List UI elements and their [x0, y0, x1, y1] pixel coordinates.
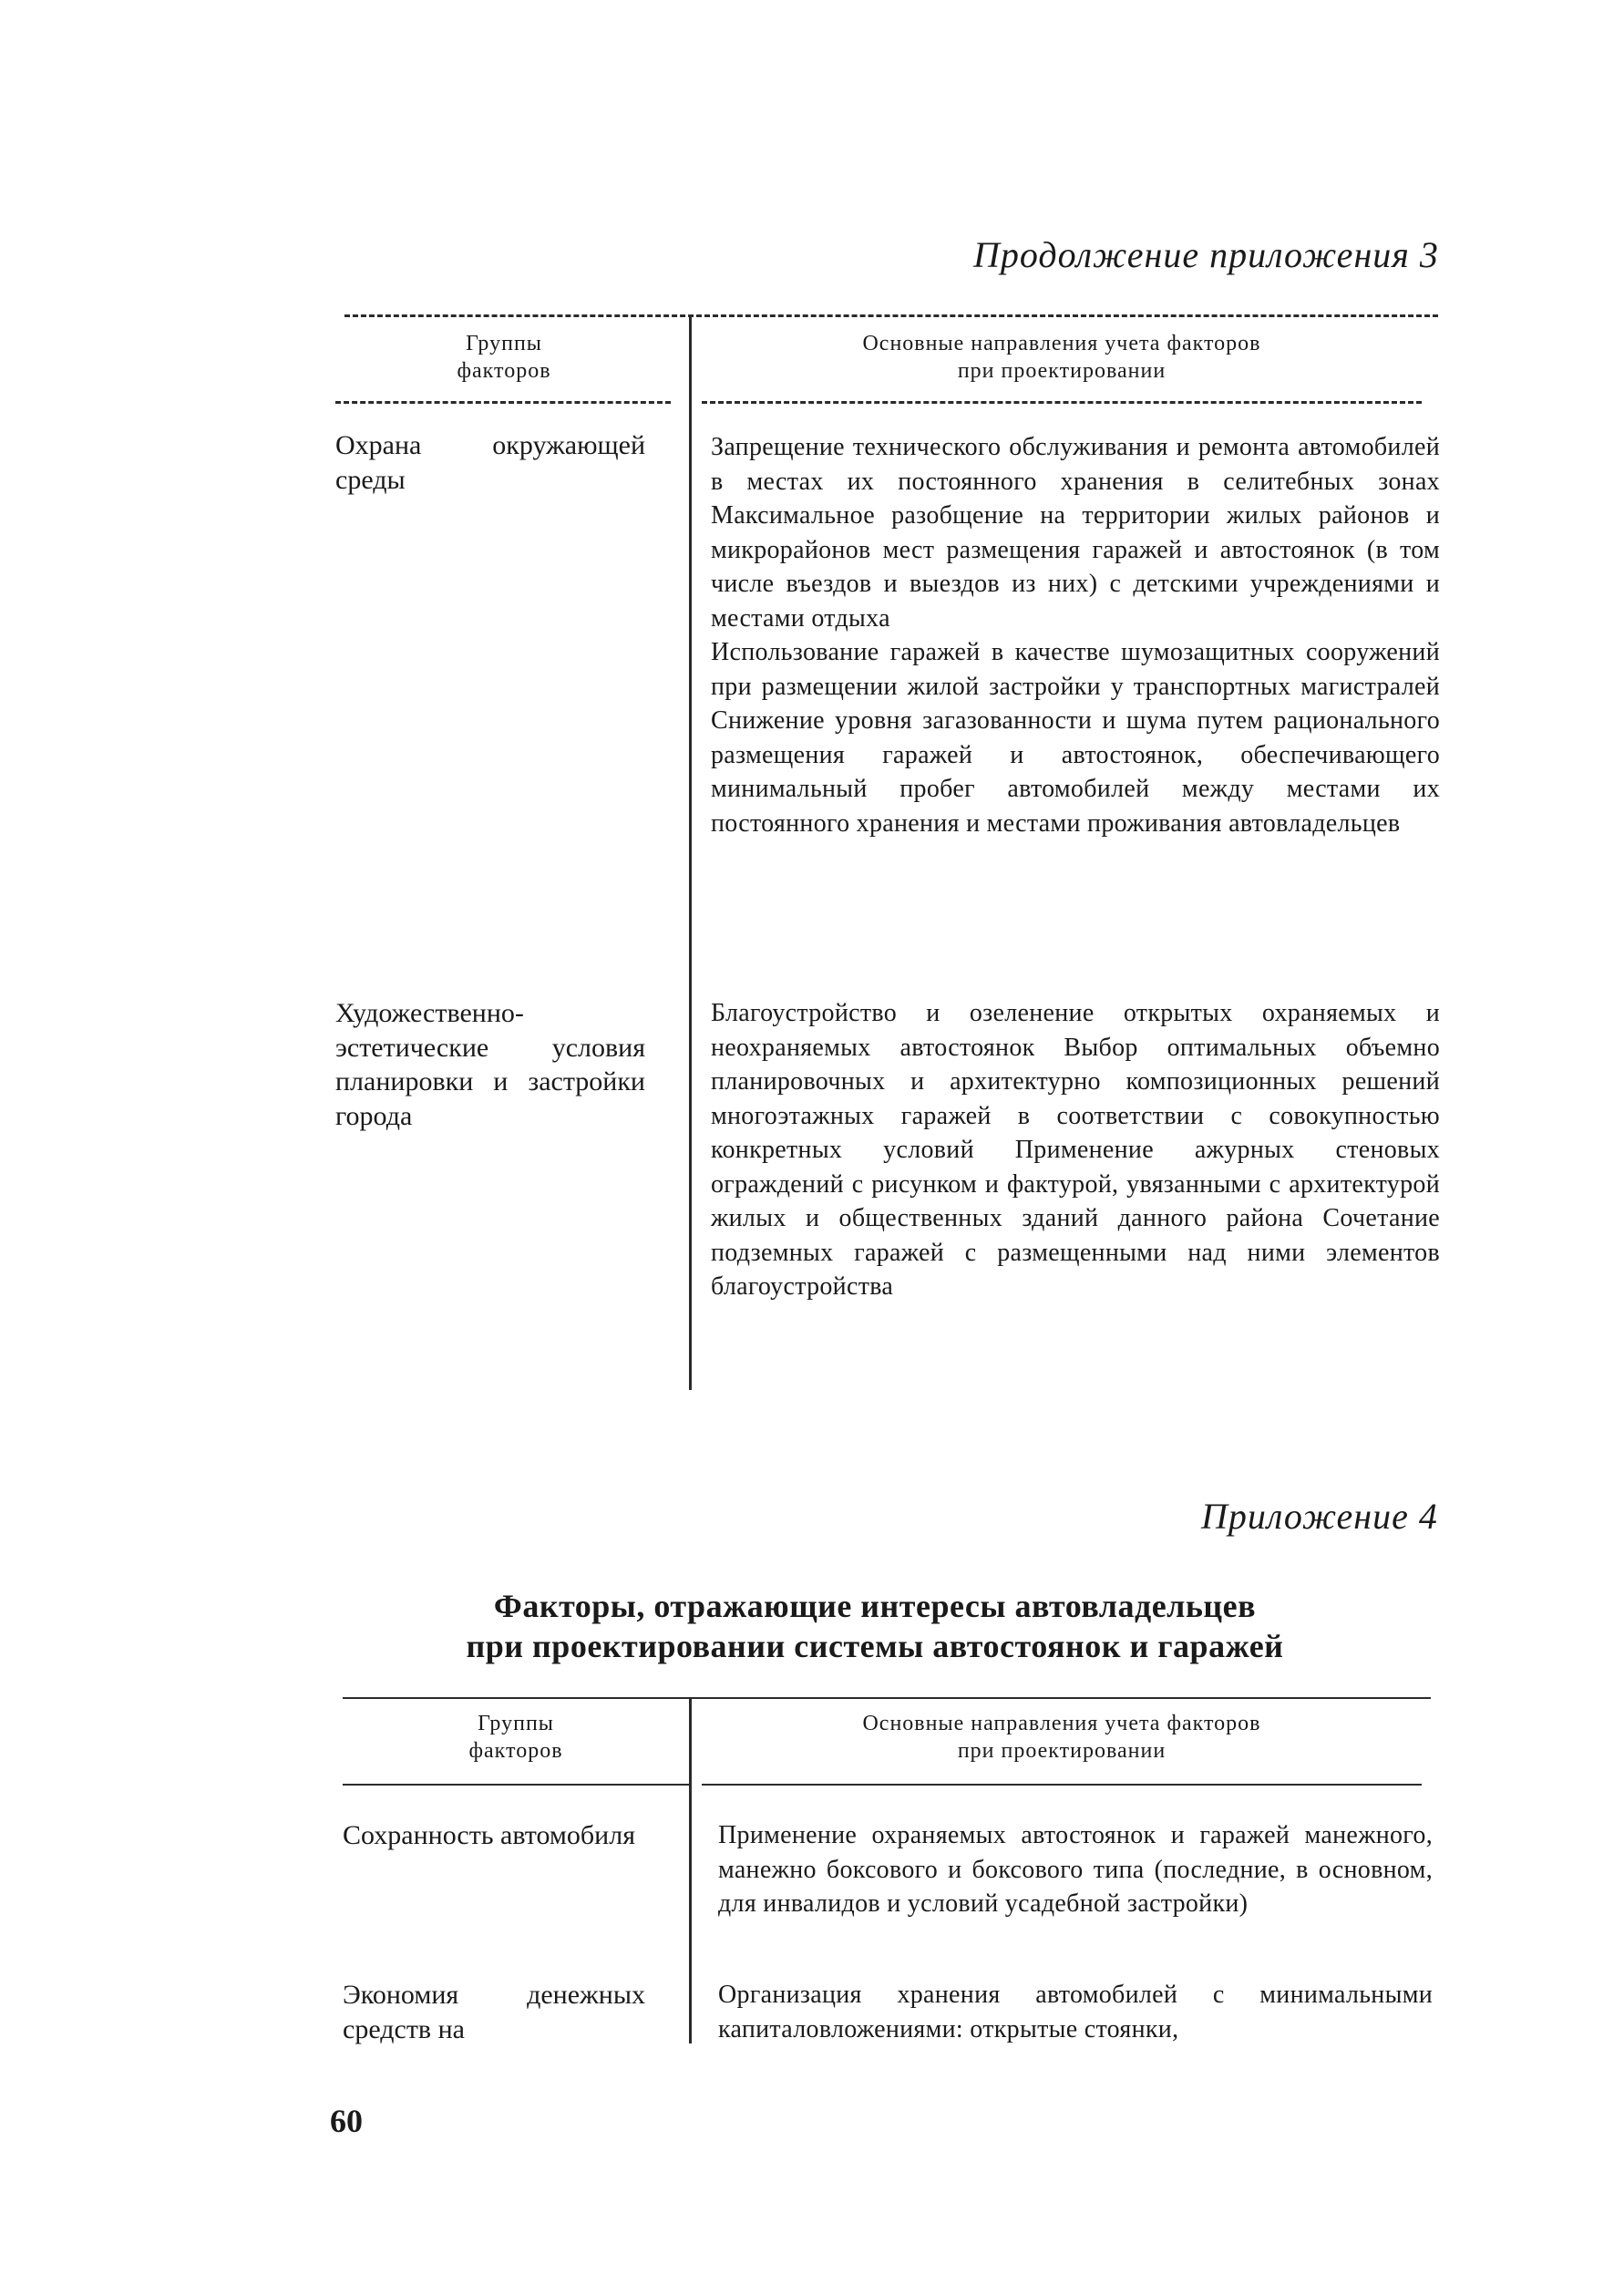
table2-top-rule [343, 1697, 1431, 1699]
table1-header-rule-right [702, 401, 1422, 404]
header-line: Основные направления учета факторов [862, 1712, 1261, 1735]
table2-header-rule-left [343, 1784, 689, 1786]
header-line: Основные направления учета факторов [862, 332, 1261, 355]
paragraph: Использование гаражей в качестве шумозащитных сооружений при размещении жилой застройки у транспортных магистралей Снижение уровня загазованности и шума путем рационального размещения гаражей и автостоянок, обеспечивающего минимальный пробег автомобилей между местами их постоянного хранения и местами проживания автовладельцев [711, 638, 1440, 838]
heading-line: при проектировании системы автостоянок и гаражей [466, 1628, 1284, 1664]
header-line: факторов [457, 359, 551, 383]
appendix4-title: Приложение 4 [1201, 1496, 1438, 1537]
table1-header-rule-left [335, 401, 671, 404]
header-line: Группы [478, 1712, 554, 1735]
header-line: Группы [466, 332, 542, 355]
table2-header-rule-right [702, 1784, 1422, 1786]
table1-row1-group: Охрана окружающей среды [335, 430, 645, 495]
table1-row2-group: Художественно-эстетические условия планировки и застройки города [335, 998, 645, 1131]
heading-line: Факторы, отражающие интересы автовладельцев [493, 1588, 1257, 1624]
table1-header-directions [702, 330, 1422, 385]
table2-header-groups [343, 1710, 689, 1765]
header-line: при проектировании [957, 359, 1167, 383]
table2-header-directions [702, 1710, 1422, 1765]
paragraph: Запрещение технического обслуживания и ремонта автомобилей в местах их постоянного хранения в селитебных зонах Максимальное разобщение на территории жилых районов и микрорайонов мест размещения гаражей и автостоянок (в том числе въездов и выездов из них) с детскими учреждениями и местами отдыха [711, 433, 1440, 633]
table1-row1-text [711, 430, 1440, 840]
paragraph: Благоустройство и озеленение открытых охраняемых и неохраняемых автостоянок Выбор оптимальных объемно планировочных и архитектурно композиционных решений многоэтажных гаражей в соответствии с совокупностью конкретных условий Применение ажурных стеновых ограждений с рисунком и фактурой, увязанными с архитектурой жилых и общественных зданий данного района Сочетание подземных гаражей с размещенными над ними элементов благоустройства [711, 999, 1440, 1301]
table1-row2-text [711, 996, 1440, 1304]
page-number: 60 [330, 2103, 363, 2139]
table2-row2-text: Организация хранения автомобилей с минимальными капиталовложениями: открытые стоянки, [718, 1981, 1433, 2043]
table1-top-rule [344, 314, 1438, 317]
table1-column-divider [689, 314, 692, 1390]
table2-row2-group: Экономия денежных средств на [343, 1980, 645, 2044]
table2-column-divider [689, 1697, 692, 2043]
table2-row1-text: Применение охраняемых автостоянок и гаражей манежного, манежно боксового и боксового типа (последние, в основном, для инвалидов и условий усадебной застройки) [718, 1821, 1433, 1918]
header-line: при проектировании [957, 1739, 1167, 1763]
appendix4-heading [346, 1586, 1403, 1666]
header-line: факторов [468, 1739, 563, 1763]
table1-header-groups [335, 330, 673, 385]
continuation-title: Продолжение приложения 3 [973, 234, 1439, 275]
table2-row1-group: Сохранность автомобиля [343, 1820, 635, 1850]
